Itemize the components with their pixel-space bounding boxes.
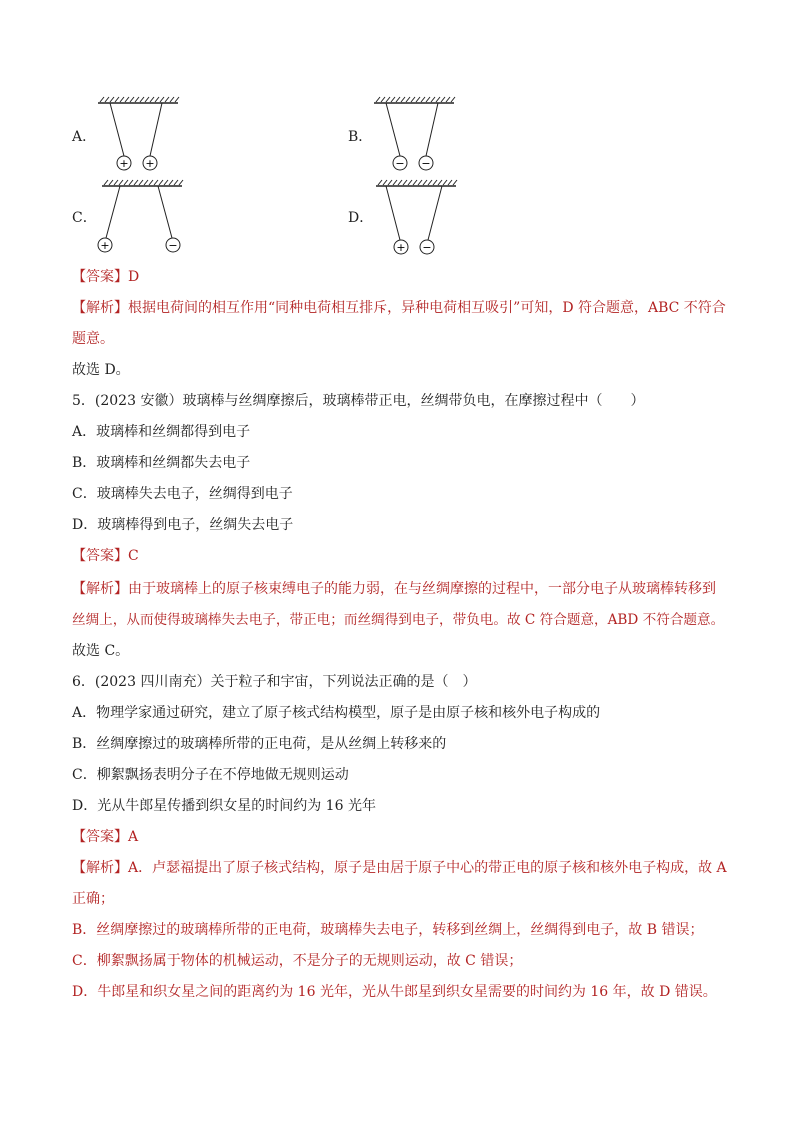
- q6-analysis-b: B．丝绸摩擦过的玻璃棒所带的正电荷，玻璃棒失去电子，转移到丝绸上，丝绸得到电子，故 B 错误；: [72, 922, 704, 938]
- charge-left: +: [119, 157, 129, 170]
- analysis-text: A．卢瑟福提出了原子核式结构，原子是由居于原子中心的带正电的原子核和核外电子构成，故 A: [128, 860, 727, 876]
- q6-analysis-d: D．牛郎星和织女星之间的距离约为 16 光年，光从牛郎星到织女星需要的时间约为 16 年，故 D 错误。: [72, 984, 717, 1000]
- answer-value: D: [128, 269, 140, 285]
- q5-analysis-line2: 丝绸上，从而使得玻璃棒失去电子，带正电；而丝绸得到电子，带负电。故 C 符合题意，ABD 不符合题意。: [72, 612, 725, 628]
- answer-tag: 【答案】: [72, 829, 128, 845]
- q4-analysis-line2: 题意。: [72, 331, 114, 347]
- charge-right: +: [145, 157, 155, 170]
- q5-option-c: C．玻璃棒失去电子，丝绸得到电子: [72, 486, 293, 502]
- option-c-figure: [92, 178, 202, 258]
- charge-right: −: [168, 239, 178, 252]
- q5-conclusion: 故选 C。: [72, 643, 130, 659]
- analysis-tag: 【解析】: [72, 581, 128, 597]
- charge-left: −: [395, 157, 405, 170]
- q5-option-b: B．玻璃棒和丝绸都失去电子: [72, 455, 251, 471]
- q6-option-d: D．光从牛郎星传播到织女星的时间约为 16 光年: [72, 798, 376, 814]
- option-a-figure: [92, 95, 192, 175]
- option-b-label: B．: [348, 129, 373, 145]
- analysis-tag: 【解析】: [72, 300, 128, 316]
- q4-analysis-line1: [72, 298, 726, 318]
- answer-tag: 【答案】: [72, 548, 128, 564]
- q6-analysis-line2: 正确；: [72, 891, 114, 907]
- option-d-figure: [370, 178, 470, 258]
- option-d-label: D．: [348, 210, 374, 226]
- option-c-label: C．: [72, 210, 97, 226]
- q5-analysis-line1: [72, 579, 716, 599]
- analysis-text: 根据电荷间的相互作用“同种电荷相互排斥，异种电荷相互吸引”可知，D 符合题意，ABC 不符合: [128, 300, 726, 316]
- answer-value: A: [128, 829, 139, 845]
- q6-option-b: B．丝绸摩擦过的玻璃棒所带的正电荷，是从丝绸上转移来的: [72, 736, 447, 752]
- analysis-tag: 【解析】: [72, 860, 128, 876]
- option-b-figure: [368, 95, 468, 175]
- q6-option-a: A．物理学家通过研究，建立了原子核式结构模型，原子是由原子核和核外电子构成的: [72, 705, 601, 721]
- analysis-text: 由于玻璃棒上的原子核束缚电子的能力弱，在与丝绸摩擦的过程中，一部分电子从玻璃棒转移到: [128, 581, 716, 597]
- q5-option-d: D．玻璃棒得到电子，丝绸失去电子: [72, 517, 294, 533]
- q4-answer: [72, 267, 139, 287]
- answer-tag: 【答案】: [72, 269, 128, 285]
- q6-stem: 6．(2023 四川南充）关于粒子和宇宙，下列说法正确的是（ ）: [72, 674, 477, 690]
- q5-stem: 5．(2023 安徽）玻璃棒与丝绸摩擦后，玻璃棒带正电，丝绸带负电，在摩擦过程中（ ）: [72, 393, 645, 409]
- charge-left: +: [100, 239, 110, 252]
- q6-analysis-line1: [72, 858, 727, 878]
- charge-right: −: [422, 241, 432, 254]
- q4-conclusion: 故选 D。: [72, 362, 130, 378]
- q6-answer: [72, 827, 138, 847]
- q5-option-a: A．玻璃棒和丝绸都得到电子: [72, 424, 251, 440]
- q6-option-c: C．柳絮飘扬表明分子在不停地做无规则运动: [72, 767, 349, 783]
- charge-left: +: [396, 241, 406, 254]
- charge-right: −: [421, 157, 431, 170]
- q5-answer: [72, 546, 139, 566]
- q6-analysis-c: C．柳絮飘扬属于物体的机械运动，不是分子的无规则运动，故 C 错误；: [72, 953, 523, 969]
- answer-value: C: [128, 548, 139, 564]
- option-a-label: A．: [72, 129, 97, 145]
